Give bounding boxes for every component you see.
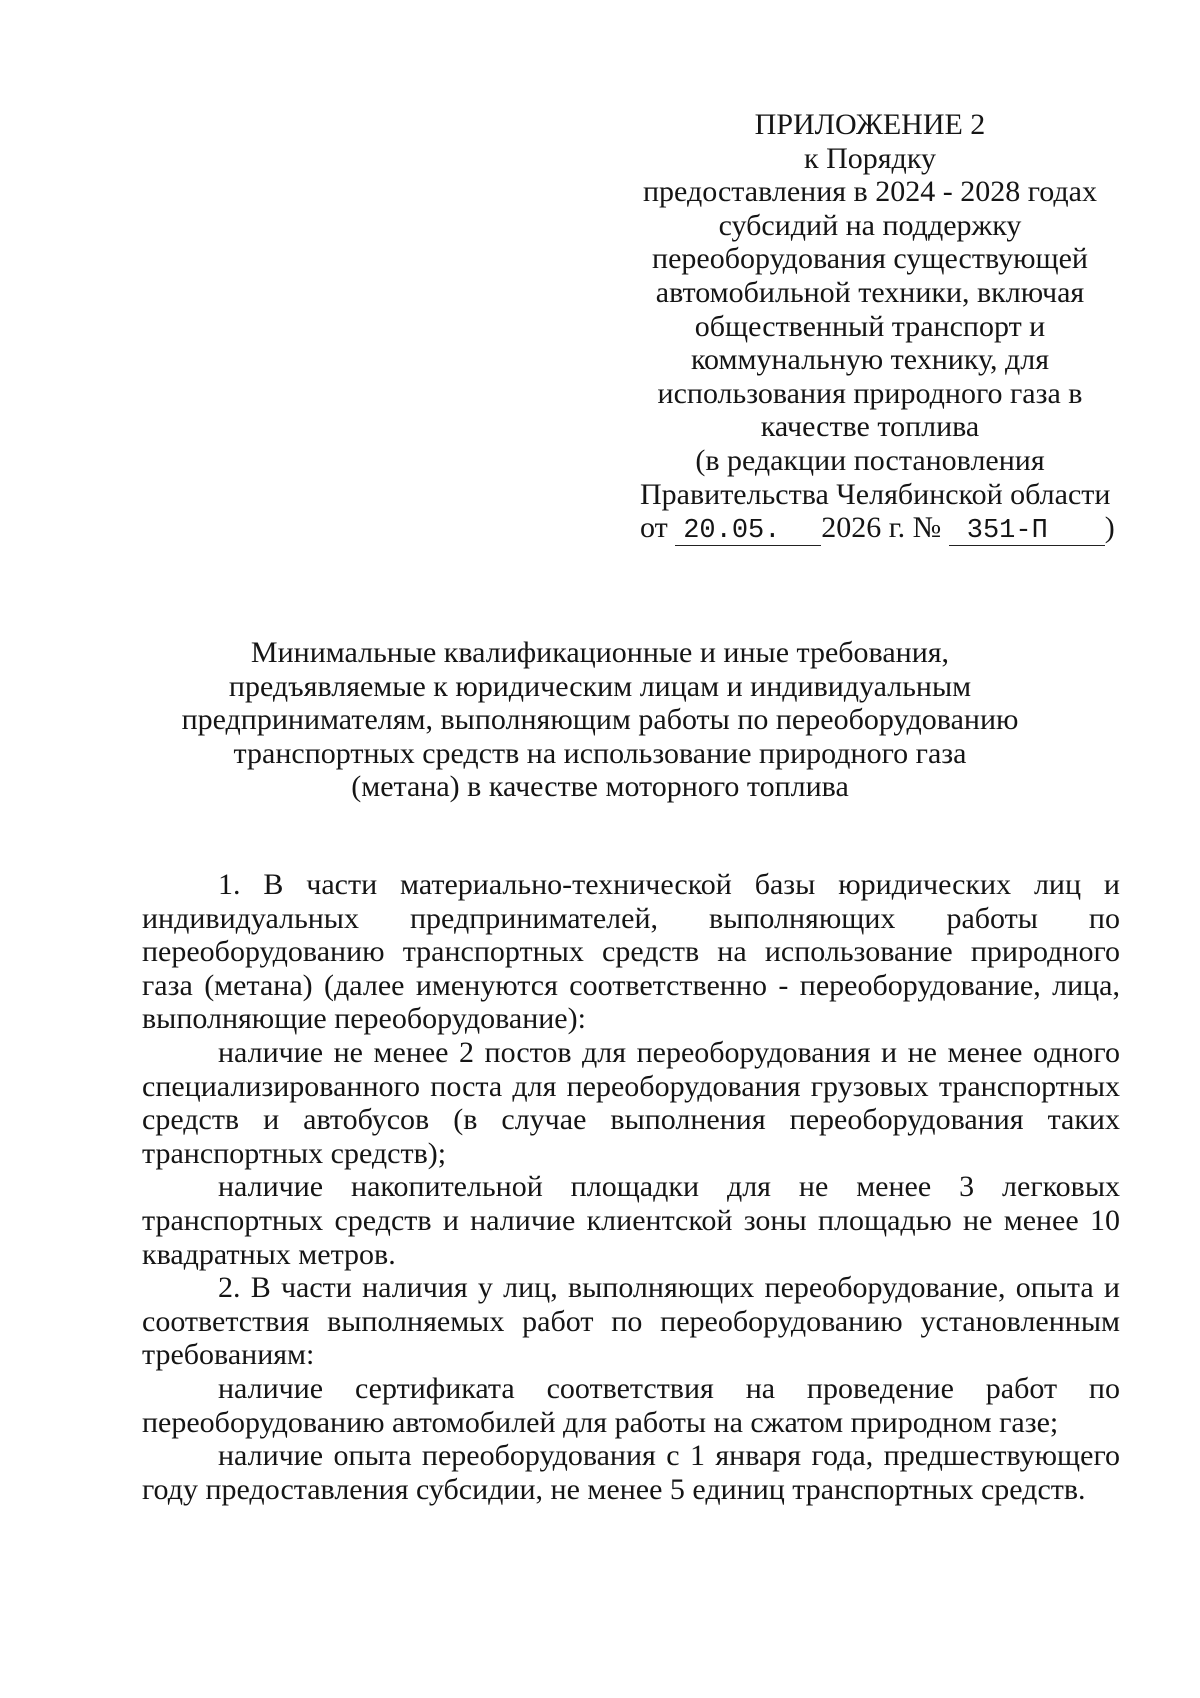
date-field: 20.05. <box>675 517 821 546</box>
annex-date-line <box>640 511 1115 547</box>
annex-line: к Порядку <box>804 141 936 175</box>
close-paren: ) <box>1104 511 1115 545</box>
paragraph: наличие не менее 2 постов для переоборудования и не менее одного специализированного поста для переоборудования грузовых транспортных средств и автобусов (в случае выполнения переоборудования таких транспортных средств); <box>142 1035 1120 1170</box>
title-line: транспортных средств на использование природного газа <box>233 736 967 770</box>
title-line: Минимальные квалификационные и иные требования, <box>250 636 950 669</box>
annex-line: субсидий на поддержку <box>718 208 1022 242</box>
paragraph: наличие опыта переоборудования с 1 января года, предшествующего году предоставления субсидии, не менее 5 единиц транспортных средств. <box>142 1439 1120 1506</box>
title-line: предъявляемые к юридическим лицам и индивидуальным <box>228 669 972 703</box>
number-field: 351-П <box>949 517 1105 546</box>
title-line: предпринимателям, выполняющим работы по переоборудованию <box>181 703 1019 737</box>
annex-line: использования природного газа в <box>657 376 1083 410</box>
annex-line: переоборудования существующей <box>652 242 1088 276</box>
annex-line: предоставления в 2024 - 2028 годах <box>643 175 1097 209</box>
document-body <box>142 868 1120 1506</box>
annex-line: коммунальную технику, для <box>690 343 1050 377</box>
annex-line: качестве топлива <box>760 410 980 444</box>
date-prefix: от <box>640 511 668 545</box>
annex-line: общественный транспорт и <box>694 309 1046 343</box>
title-line: (метана) в качестве моторного топлива <box>351 770 849 804</box>
paragraph: 2. В части наличия у лиц, выполняющих переоборудование, опыта и соответствия выполняемых работ по переоборудованию установленным требованиям: <box>142 1271 1120 1372</box>
document-title <box>180 636 1020 804</box>
paragraph: наличие сертификата соответствия на проведение работ по переоборудованию автомобилей для работы на сжатом природном газе; <box>142 1371 1120 1439</box>
annex-line: (в редакции постановления <box>695 443 1045 477</box>
paragraph: наличие накопительной площадки для не менее 3 легковых транспортных средств и наличие клиентской зоны площадью не менее 10 квадратных метров. <box>142 1170 1120 1271</box>
year-text: 2026 г. № <box>821 511 942 545</box>
paragraph: 1. В части материально-технической базы юридических лиц и индивидуальных предпринимателей, выполняющих работы по переоборудованию транспортных средств на использование природного газа (метана) (далее именуются соответственно - переоборудование, лица, выполняющие переоборудование): <box>142 868 1120 1036</box>
annex-line: Правительства Челябинской области <box>640 477 1111 511</box>
annex-header <box>640 108 1115 547</box>
annex-line: автомобильной техники, включая <box>655 275 1085 309</box>
annex-title: ПРИЛОЖЕНИЕ 2 <box>754 108 986 141</box>
